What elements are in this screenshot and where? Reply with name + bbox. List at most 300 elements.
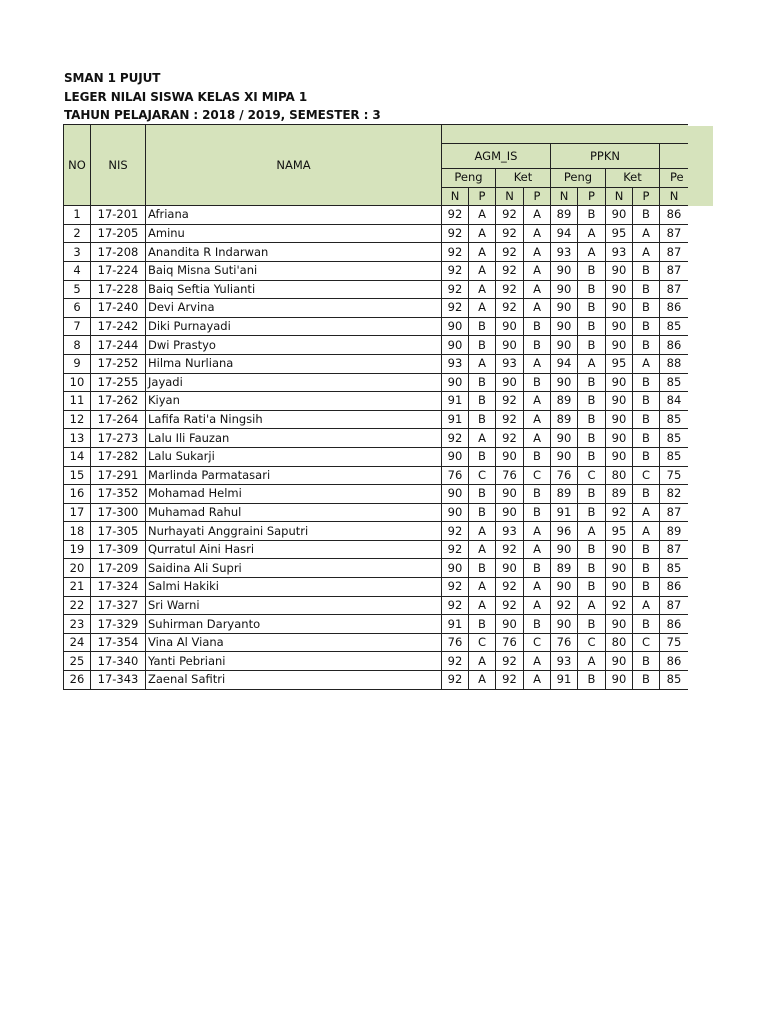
cell-ppkn-peng-n: 91: [551, 503, 578, 522]
cell-ppkn-peng-n: 90: [551, 578, 578, 597]
cell-next-peng-n: 85: [660, 671, 689, 690]
cell-no: 9: [64, 354, 91, 373]
ppkn-ket-n: N: [606, 187, 633, 206]
col-header-nis: NIS: [91, 125, 146, 206]
cell-ppkn-ket-p: B: [633, 671, 660, 690]
cell-next-peng-n: 88: [660, 354, 689, 373]
cell-ppkn-ket-p: B: [633, 485, 660, 504]
cell-agm-peng-n: 92: [442, 299, 469, 318]
cell-nis: 17-242: [91, 317, 146, 336]
cell-ppkn-ket-p: B: [633, 206, 660, 225]
cell-agm-peng-p: A: [469, 299, 496, 318]
cell-next-peng-n: 85: [660, 429, 689, 448]
cell-ppkn-ket-p: B: [633, 373, 660, 392]
agm-peng-header: Peng: [442, 169, 496, 188]
cell-ppkn-ket-n: 90: [606, 392, 633, 411]
cell-next-peng-n: 87: [660, 261, 689, 280]
cell-ppkn-ket-n: 80: [606, 633, 633, 652]
academic-year: TAHUN PELAJARAN : 2018 / 2019, SEMESTER : 3: [64, 108, 381, 122]
cell-ppkn-peng-p: A: [578, 522, 606, 541]
cell-ppkn-peng-n: 90: [551, 429, 578, 448]
cell-ppkn-ket-n: 90: [606, 317, 633, 336]
cell-ppkn-peng-p: B: [578, 540, 606, 559]
cell-agm-peng-p: A: [469, 224, 496, 243]
cell-ppkn-ket-p: B: [633, 299, 660, 318]
cell-agm-peng-p: A: [469, 261, 496, 280]
cell-ppkn-ket-p: C: [633, 633, 660, 652]
cell-ppkn-ket-p: B: [633, 261, 660, 280]
cell-ppkn-ket-n: 95: [606, 522, 633, 541]
cell-ppkn-peng-p: B: [578, 336, 606, 355]
cell-nama: Vina Al Viana: [146, 633, 442, 652]
cell-ppkn-peng-n: 89: [551, 206, 578, 225]
cell-nama: Sri Warni: [146, 596, 442, 615]
cell-agm-peng-n: 90: [442, 317, 469, 336]
cell-next-peng-n: 75: [660, 466, 689, 485]
cell-ppkn-ket-n: 90: [606, 429, 633, 448]
cell-ppkn-peng-n: 93: [551, 652, 578, 671]
subject-group-header: [442, 125, 689, 144]
table-row: [64, 392, 689, 411]
cell-ppkn-peng-n: 89: [551, 559, 578, 578]
cell-agm-ket-p: A: [524, 206, 551, 225]
cell-agm-ket-p: B: [524, 373, 551, 392]
cell-ppkn-peng-n: 76: [551, 466, 578, 485]
cell-nama: Salmi Hakiki: [146, 578, 442, 597]
cell-nis: 17-240: [91, 299, 146, 318]
cell-agm-peng-n: 92: [442, 652, 469, 671]
ppkn-ket-p: P: [633, 187, 660, 206]
cell-agm-ket-p: B: [524, 615, 551, 634]
cell-agm-peng-p: A: [469, 540, 496, 559]
cell-agm-ket-n: 90: [496, 503, 524, 522]
grade-table: [63, 124, 688, 690]
cell-agm-ket-p: A: [524, 410, 551, 429]
cell-no: 21: [64, 578, 91, 597]
table-row: [64, 354, 689, 373]
cell-ppkn-ket-n: 90: [606, 410, 633, 429]
cell-nama: Baiq Misna Suti'ani: [146, 261, 442, 280]
cell-agm-ket-n: 76: [496, 633, 524, 652]
table-row: [64, 336, 689, 355]
cell-ppkn-peng-p: B: [578, 392, 606, 411]
agm-ket-header: Ket: [496, 169, 551, 188]
cell-agm-ket-p: A: [524, 540, 551, 559]
subject-header-ppkn: PPKN: [551, 144, 660, 169]
cell-ppkn-ket-p: A: [633, 596, 660, 615]
cell-nama: Muhamad Rahul: [146, 503, 442, 522]
cell-no: 19: [64, 540, 91, 559]
cell-next-peng-n: 85: [660, 373, 689, 392]
table-row: [64, 243, 689, 262]
cell-agm-peng-p: B: [469, 317, 496, 336]
cell-ppkn-ket-p: B: [633, 336, 660, 355]
cell-agm-ket-n: 93: [496, 354, 524, 373]
cell-ppkn-ket-n: 90: [606, 336, 633, 355]
cell-agm-peng-p: B: [469, 336, 496, 355]
cell-nama: Devi Arvina: [146, 299, 442, 318]
cell-agm-ket-n: 76: [496, 466, 524, 485]
cell-agm-peng-n: 90: [442, 336, 469, 355]
cell-agm-peng-p: B: [469, 503, 496, 522]
cell-ppkn-ket-p: B: [633, 280, 660, 299]
cell-agm-ket-p: A: [524, 578, 551, 597]
cell-agm-peng-n: 93: [442, 354, 469, 373]
cell-ppkn-ket-n: 90: [606, 261, 633, 280]
cell-nama: Jayadi: [146, 373, 442, 392]
cell-next-peng-n: 85: [660, 559, 689, 578]
cell-ppkn-ket-n: 90: [606, 373, 633, 392]
cell-agm-ket-p: B: [524, 317, 551, 336]
table-row: [64, 206, 689, 225]
cell-agm-peng-n: 92: [442, 522, 469, 541]
cell-ppkn-ket-n: 93: [606, 243, 633, 262]
cell-agm-peng-p: B: [469, 559, 496, 578]
cell-ppkn-ket-p: A: [633, 503, 660, 522]
cell-ppkn-ket-p: B: [633, 578, 660, 597]
cell-ppkn-ket-n: 90: [606, 578, 633, 597]
cell-ppkn-peng-p: C: [578, 633, 606, 652]
cell-agm-peng-n: 92: [442, 243, 469, 262]
cell-agm-peng-n: 91: [442, 410, 469, 429]
header-fill-extension: [687, 126, 713, 206]
cell-nama: Lalu Ili Fauzan: [146, 429, 442, 448]
cell-agm-peng-n: 92: [442, 261, 469, 280]
table-row: [64, 447, 689, 466]
next-peng-header: Pe: [660, 169, 689, 188]
table-row: [64, 224, 689, 243]
cell-nis: 17-340: [91, 652, 146, 671]
cell-agm-ket-n: 93: [496, 522, 524, 541]
cell-agm-peng-n: 92: [442, 280, 469, 299]
cell-ppkn-peng-n: 93: [551, 243, 578, 262]
cell-ppkn-peng-p: B: [578, 485, 606, 504]
cell-ppkn-ket-n: 80: [606, 466, 633, 485]
cell-agm-peng-n: 90: [442, 559, 469, 578]
cell-ppkn-ket-n: 90: [606, 652, 633, 671]
cell-agm-peng-p: B: [469, 447, 496, 466]
cell-agm-ket-n: 92: [496, 224, 524, 243]
cell-agm-ket-n: 90: [496, 615, 524, 634]
cell-ppkn-peng-p: A: [578, 224, 606, 243]
cell-ppkn-peng-n: 94: [551, 224, 578, 243]
table-row: [64, 559, 689, 578]
cell-no: 17: [64, 503, 91, 522]
table-row: [64, 540, 689, 559]
cell-ppkn-peng-n: 90: [551, 615, 578, 634]
cell-agm-ket-n: 92: [496, 261, 524, 280]
cell-ppkn-peng-n: 90: [551, 299, 578, 318]
cell-ppkn-peng-p: B: [578, 410, 606, 429]
cell-nis: 17-228: [91, 280, 146, 299]
cell-agm-ket-n: 90: [496, 447, 524, 466]
cell-no: 13: [64, 429, 91, 448]
cell-ppkn-peng-p: A: [578, 243, 606, 262]
cell-next-peng-n: 84: [660, 392, 689, 411]
cell-agm-peng-n: 92: [442, 429, 469, 448]
cell-nama: Qurratul Aini Hasri: [146, 540, 442, 559]
cell-ppkn-peng-n: 90: [551, 317, 578, 336]
table-row: [64, 522, 689, 541]
cell-ppkn-ket-n: 92: [606, 503, 633, 522]
cell-agm-peng-p: A: [469, 429, 496, 448]
cell-no: 22: [64, 596, 91, 615]
cell-nis: 17-324: [91, 578, 146, 597]
cell-nama: Nurhayati Anggraini Saputri: [146, 522, 442, 541]
cell-ppkn-peng-p: B: [578, 578, 606, 597]
cell-ppkn-peng-n: 94: [551, 354, 578, 373]
cell-ppkn-ket-p: B: [633, 410, 660, 429]
cell-no: 25: [64, 652, 91, 671]
cell-ppkn-peng-n: 90: [551, 373, 578, 392]
cell-ppkn-peng-p: B: [578, 280, 606, 299]
cell-ppkn-peng-p: B: [578, 206, 606, 225]
cell-agm-peng-n: 92: [442, 671, 469, 690]
cell-no: 5: [64, 280, 91, 299]
cell-agm-peng-n: 90: [442, 503, 469, 522]
cell-agm-ket-n: 92: [496, 578, 524, 597]
cell-agm-ket-p: C: [524, 466, 551, 485]
cell-agm-peng-p: B: [469, 392, 496, 411]
cell-ppkn-ket-p: C: [633, 466, 660, 485]
cell-ppkn-ket-p: B: [633, 429, 660, 448]
cell-no: 23: [64, 615, 91, 634]
cell-nama: Lalu Sukarji: [146, 447, 442, 466]
table-row: [64, 503, 689, 522]
table-row: [64, 485, 689, 504]
cell-agm-ket-p: B: [524, 447, 551, 466]
cell-ppkn-ket-n: 90: [606, 615, 633, 634]
cell-nis: 17-329: [91, 615, 146, 634]
cell-no: 20: [64, 559, 91, 578]
cell-nis: 17-300: [91, 503, 146, 522]
table-row: [64, 373, 689, 392]
cell-next-peng-n: 86: [660, 206, 689, 225]
cell-agm-ket-p: A: [524, 261, 551, 280]
cell-nis: 17-224: [91, 261, 146, 280]
cell-agm-peng-p: C: [469, 633, 496, 652]
cell-agm-peng-n: 92: [442, 224, 469, 243]
cell-agm-ket-p: B: [524, 559, 551, 578]
agm-peng-n: N: [442, 187, 469, 206]
cell-agm-ket-p: A: [524, 299, 551, 318]
agm-peng-p: P: [469, 187, 496, 206]
cell-nama: Anandita R Indarwan: [146, 243, 442, 262]
cell-no: 16: [64, 485, 91, 504]
cell-nama: Hilma Nurliana: [146, 354, 442, 373]
cell-ppkn-ket-n: 90: [606, 206, 633, 225]
cell-next-peng-n: 87: [660, 596, 689, 615]
cell-nis: 17-354: [91, 633, 146, 652]
cell-agm-ket-n: 92: [496, 429, 524, 448]
cell-agm-peng-p: A: [469, 522, 496, 541]
cell-ppkn-peng-n: 89: [551, 410, 578, 429]
next-peng-n: N: [660, 187, 689, 206]
cell-agm-ket-n: 92: [496, 392, 524, 411]
cell-agm-ket-n: 90: [496, 485, 524, 504]
cell-agm-peng-n: 90: [442, 447, 469, 466]
cell-ppkn-peng-n: 89: [551, 392, 578, 411]
cell-next-peng-n: 82: [660, 485, 689, 504]
cell-agm-ket-p: A: [524, 243, 551, 262]
col-header-nama: NAMA: [146, 125, 442, 206]
cell-agm-peng-n: 92: [442, 578, 469, 597]
cell-nis: 17-262: [91, 392, 146, 411]
header-top-row: [64, 125, 689, 144]
cell-next-peng-n: 75: [660, 633, 689, 652]
cell-ppkn-ket-p: B: [633, 559, 660, 578]
cell-no: 24: [64, 633, 91, 652]
cell-agm-ket-n: 92: [496, 243, 524, 262]
cell-ppkn-peng-p: A: [578, 652, 606, 671]
cell-ppkn-peng-p: B: [578, 373, 606, 392]
cell-ppkn-ket-p: A: [633, 243, 660, 262]
cell-agm-peng-p: A: [469, 652, 496, 671]
cell-agm-peng-n: 92: [442, 206, 469, 225]
cell-agm-peng-p: A: [469, 354, 496, 373]
cell-ppkn-peng-n: 90: [551, 336, 578, 355]
cell-no: 1: [64, 206, 91, 225]
cell-ppkn-peng-p: A: [578, 596, 606, 615]
cell-agm-ket-p: A: [524, 522, 551, 541]
cell-next-peng-n: 87: [660, 503, 689, 522]
cell-agm-peng-n: 91: [442, 615, 469, 634]
cell-ppkn-peng-p: B: [578, 317, 606, 336]
cell-next-peng-n: 87: [660, 280, 689, 299]
table-row: [64, 652, 689, 671]
cell-ppkn-ket-p: B: [633, 447, 660, 466]
cell-ppkn-peng-p: A: [578, 354, 606, 373]
table-row: [64, 410, 689, 429]
cell-agm-peng-p: A: [469, 596, 496, 615]
cell-nama: Diki Purnayadi: [146, 317, 442, 336]
cell-ppkn-ket-n: 90: [606, 559, 633, 578]
ppkn-peng-header: Peng: [551, 169, 606, 188]
cell-ppkn-peng-p: B: [578, 261, 606, 280]
cell-agm-ket-n: 90: [496, 336, 524, 355]
table-row: [64, 261, 689, 280]
agm-ket-p: P: [524, 187, 551, 206]
ppkn-peng-n: N: [551, 187, 578, 206]
cell-ppkn-peng-n: 76: [551, 633, 578, 652]
cell-agm-peng-n: 76: [442, 633, 469, 652]
cell-no: 14: [64, 447, 91, 466]
cell-ppkn-peng-p: B: [578, 447, 606, 466]
cell-agm-peng-p: B: [469, 485, 496, 504]
cell-nama: Kiyan: [146, 392, 442, 411]
cell-next-peng-n: 85: [660, 317, 689, 336]
cell-nis: 17-273: [91, 429, 146, 448]
cell-no: 10: [64, 373, 91, 392]
cell-ppkn-peng-p: B: [578, 429, 606, 448]
cell-ppkn-peng-p: B: [578, 615, 606, 634]
cell-no: 26: [64, 671, 91, 690]
cell-next-peng-n: 86: [660, 652, 689, 671]
cell-ppkn-ket-p: B: [633, 317, 660, 336]
table-row: [64, 578, 689, 597]
cell-no: 12: [64, 410, 91, 429]
cell-agm-ket-n: 92: [496, 596, 524, 615]
cell-ppkn-peng-n: 90: [551, 447, 578, 466]
cell-agm-ket-n: 90: [496, 373, 524, 392]
cell-ppkn-ket-n: 95: [606, 224, 633, 243]
cell-agm-ket-n: 92: [496, 652, 524, 671]
cell-agm-ket-p: C: [524, 633, 551, 652]
cell-nis: 17-208: [91, 243, 146, 262]
cell-ppkn-peng-n: 90: [551, 540, 578, 559]
cell-nama: Marlinda Parmatasari: [146, 466, 442, 485]
cell-nis: 17-352: [91, 485, 146, 504]
cell-nis: 17-282: [91, 447, 146, 466]
table-row: [64, 299, 689, 318]
cell-next-peng-n: 85: [660, 410, 689, 429]
subject-header-agm-is: AGM_IS: [442, 144, 551, 169]
cell-next-peng-n: 86: [660, 615, 689, 634]
cell-agm-ket-p: A: [524, 354, 551, 373]
agm-ket-n: N: [496, 187, 524, 206]
cell-next-peng-n: 87: [660, 540, 689, 559]
cell-ppkn-peng-n: 90: [551, 261, 578, 280]
ppkn-ket-header: Ket: [606, 169, 660, 188]
cell-ppkn-ket-p: B: [633, 615, 660, 634]
cell-agm-peng-p: B: [469, 373, 496, 392]
cell-nis: 17-244: [91, 336, 146, 355]
cell-next-peng-n: 85: [660, 447, 689, 466]
cell-ppkn-ket-p: B: [633, 540, 660, 559]
cell-agm-peng-p: B: [469, 615, 496, 634]
cell-agm-peng-p: B: [469, 410, 496, 429]
cell-nama: Mohamad Helmi: [146, 485, 442, 504]
cell-agm-peng-p: A: [469, 578, 496, 597]
cell-nis: 17-209: [91, 559, 146, 578]
cell-ppkn-peng-p: B: [578, 299, 606, 318]
cell-nis: 17-205: [91, 224, 146, 243]
table-row: [64, 317, 689, 336]
school-name: SMAN 1 PUJUT: [64, 71, 161, 85]
cell-ppkn-peng-p: B: [578, 559, 606, 578]
cell-next-peng-n: 86: [660, 299, 689, 318]
ppkn-peng-p: P: [578, 187, 606, 206]
cell-agm-ket-p: A: [524, 280, 551, 299]
cell-ppkn-ket-n: 90: [606, 280, 633, 299]
cell-agm-ket-p: A: [524, 596, 551, 615]
cell-agm-peng-n: 92: [442, 596, 469, 615]
cell-agm-ket-p: A: [524, 429, 551, 448]
cell-ppkn-ket-n: 90: [606, 540, 633, 559]
cell-agm-ket-n: 92: [496, 280, 524, 299]
cell-agm-ket-p: A: [524, 224, 551, 243]
cell-next-peng-n: 89: [660, 522, 689, 541]
cell-ppkn-ket-n: 95: [606, 354, 633, 373]
cell-agm-peng-n: 90: [442, 485, 469, 504]
cell-agm-ket-p: B: [524, 485, 551, 504]
cell-ppkn-ket-n: 90: [606, 447, 633, 466]
cell-nis: 17-343: [91, 671, 146, 690]
cell-agm-peng-n: 76: [442, 466, 469, 485]
cell-nama: Suhirman Daryanto: [146, 615, 442, 634]
cell-nis: 17-305: [91, 522, 146, 541]
cell-agm-peng-p: A: [469, 243, 496, 262]
cell-ppkn-ket-n: 89: [606, 485, 633, 504]
cell-agm-ket-p: B: [524, 503, 551, 522]
cell-agm-peng-n: 92: [442, 540, 469, 559]
cell-agm-peng-p: A: [469, 280, 496, 299]
cell-agm-peng-p: C: [469, 466, 496, 485]
cell-agm-ket-n: 90: [496, 559, 524, 578]
cell-nis: 17-252: [91, 354, 146, 373]
cell-agm-ket-p: B: [524, 336, 551, 355]
table-row: [64, 671, 689, 690]
